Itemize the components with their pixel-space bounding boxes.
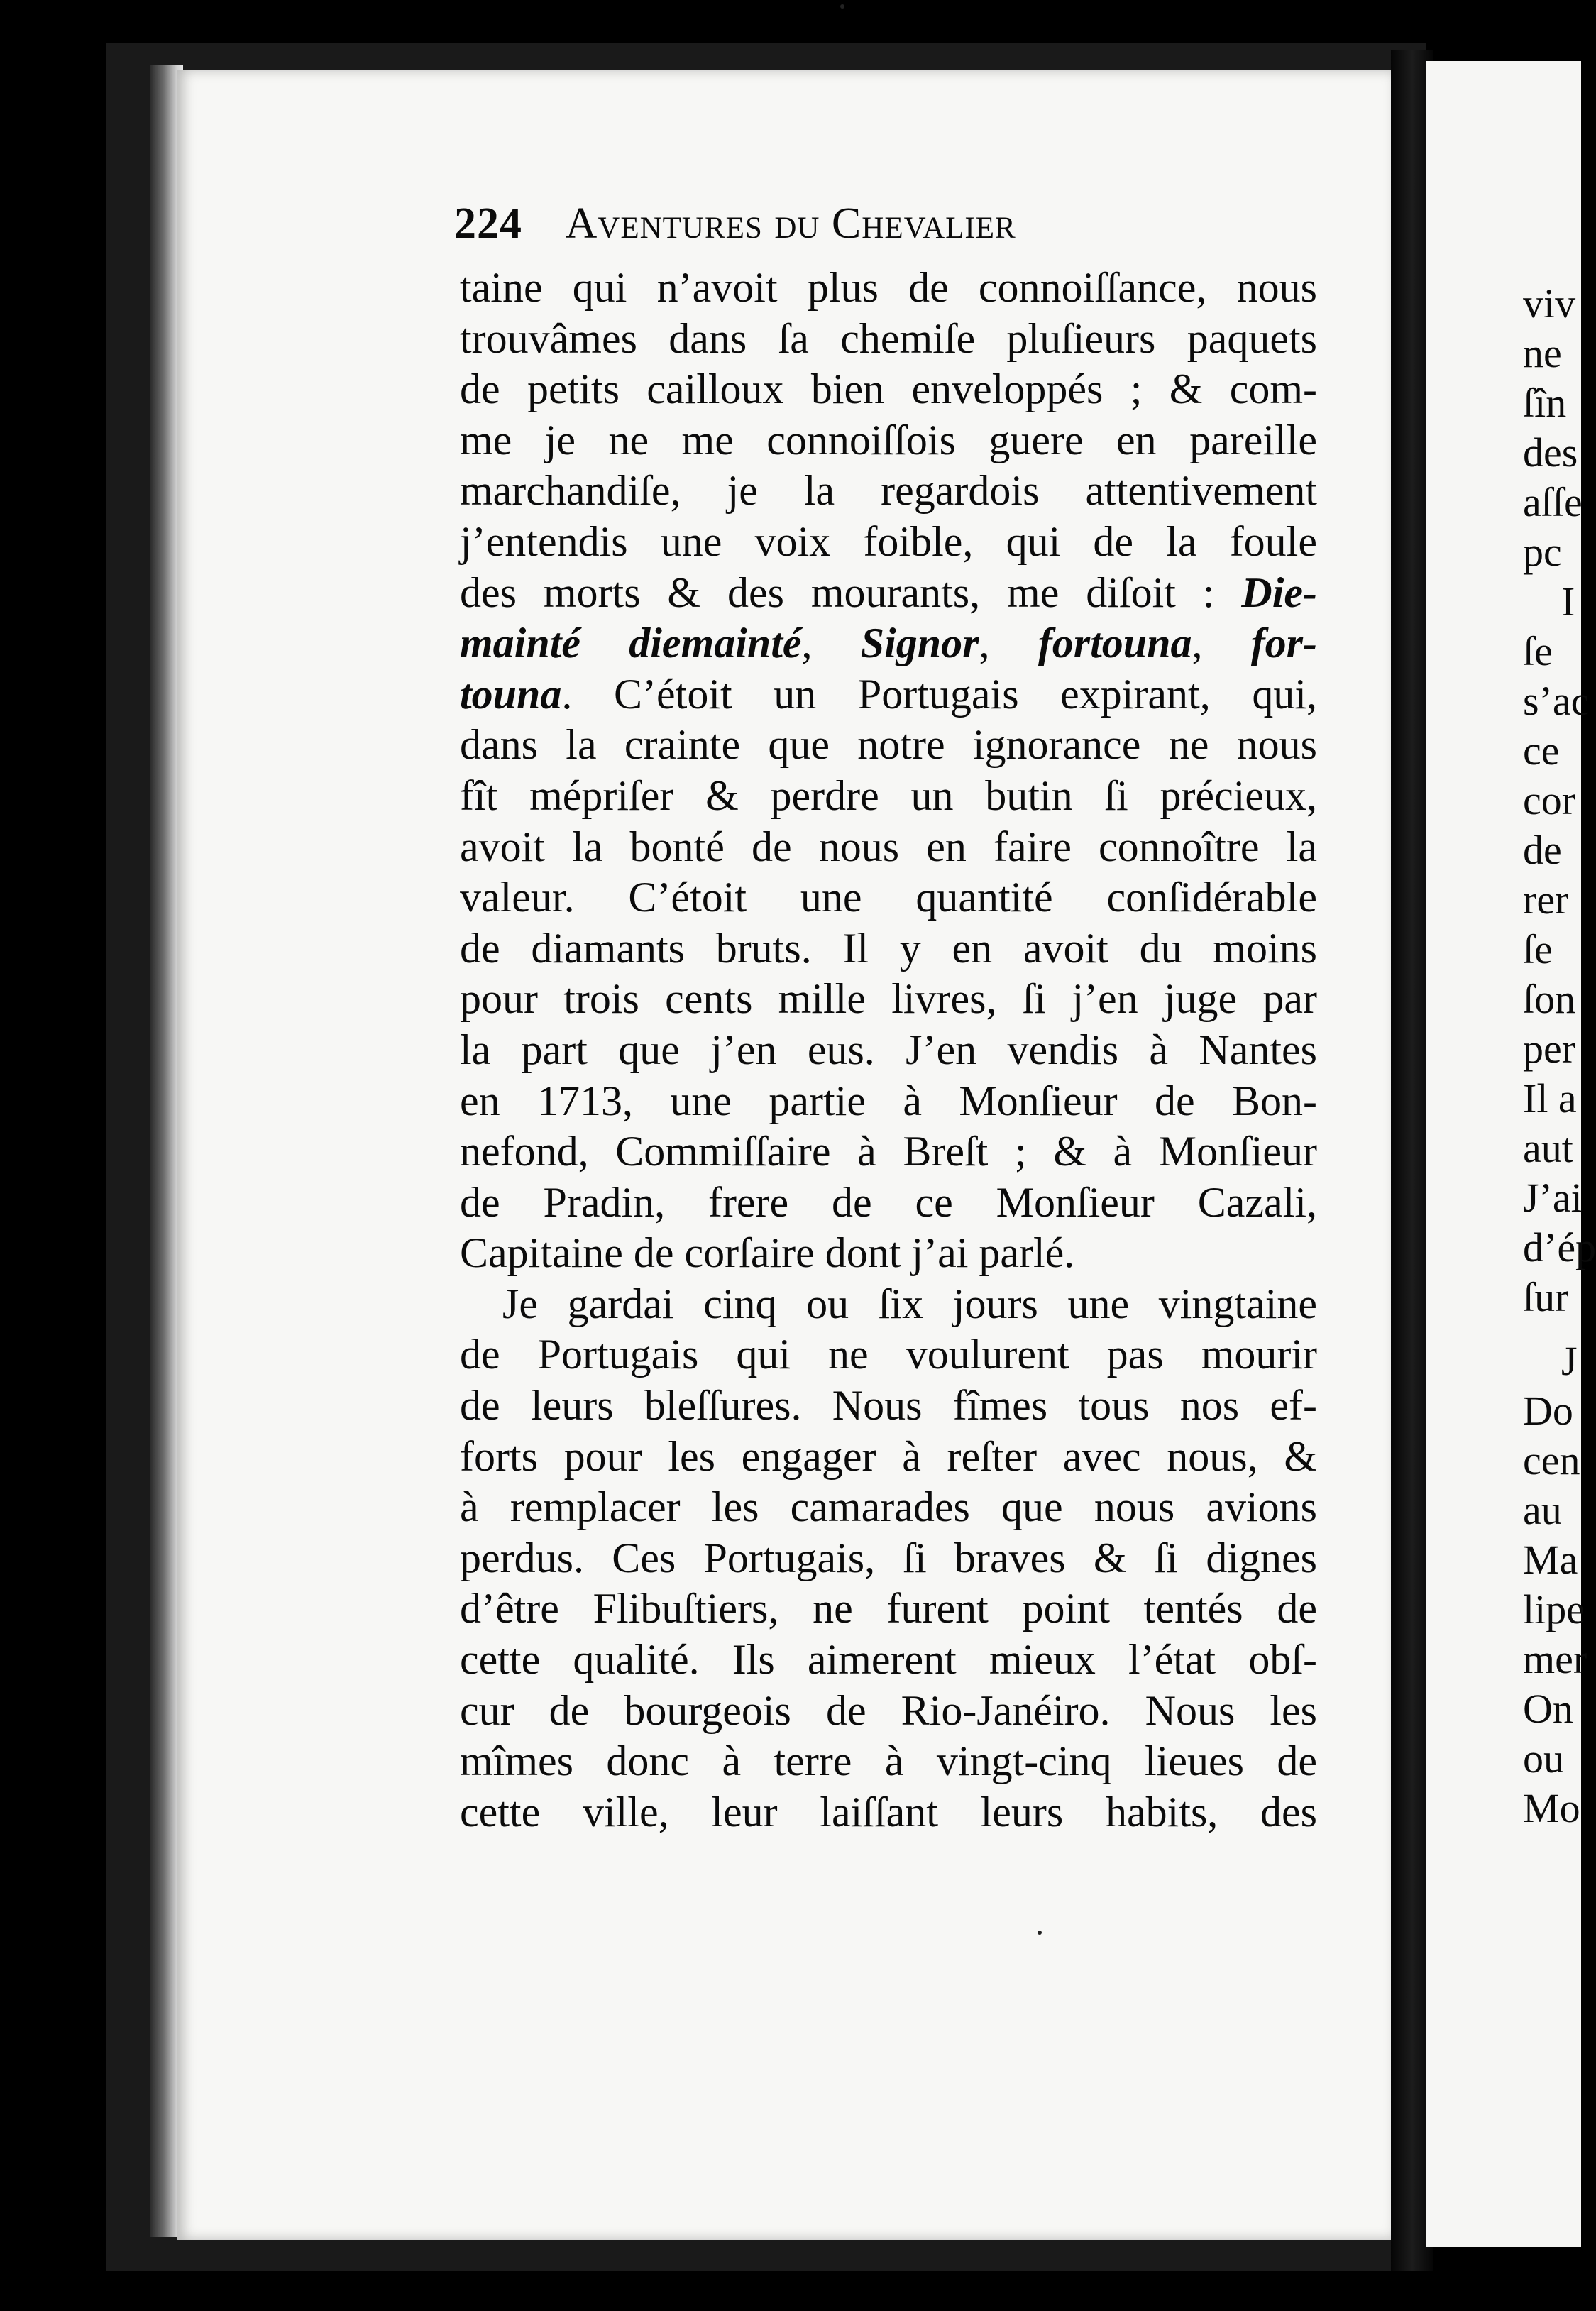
text-line (460, 822, 1317, 873)
text-line (460, 872, 1317, 923)
scan-speck (1038, 1931, 1042, 1935)
running-title: Aventures du Chevalier (565, 199, 1016, 248)
text-run: forts pour les engager à reſter avec nous, & (460, 1432, 1317, 1480)
text-line (460, 974, 1317, 1025)
text-run: , (979, 620, 1038, 667)
text-line (460, 771, 1317, 822)
text-line (460, 517, 1317, 568)
facing-line-start: Do (1523, 1388, 1573, 1434)
text-run: avoit la bonté de nous en faire connoître la (460, 823, 1317, 870)
text-line (460, 1380, 1317, 1432)
facing-line-start: ſîn (1523, 380, 1567, 426)
text-line (460, 1736, 1317, 1787)
facing-line-start: aſſe (1523, 479, 1583, 525)
text-run: de Portugais qui ne voulurent pas mourir (460, 1331, 1317, 1378)
text-run: perdus. Ces Portugais, ſi braves & ſi dignes (460, 1534, 1317, 1581)
text-run: Capitaine de corſaire dont j’ai parlé. (460, 1229, 1075, 1277)
text-run: cur de bourgeois de Rio-Janéiro. Nous les (460, 1686, 1317, 1734)
text-line (460, 466, 1317, 517)
facing-line-start: ſur (1523, 1274, 1569, 1320)
text-line (460, 314, 1317, 365)
text-run: cette qualité. Ils aimerent mieux l’état obſ- (460, 1636, 1317, 1684)
italic-text: Signor (860, 620, 979, 667)
text-line (460, 1178, 1317, 1229)
text-run: de petits cailloux bien enveloppés ; & com- (460, 366, 1317, 413)
text-run: pour trois cents mille livres, ſi j’en juge par (460, 975, 1317, 1023)
text-line (460, 1126, 1317, 1178)
facing-line-start: J’ai (1523, 1175, 1583, 1221)
running-head (454, 199, 1171, 256)
text-line (460, 669, 1317, 720)
text-line (460, 923, 1317, 975)
facing-line-start: Il a (1523, 1075, 1577, 1121)
text-run: de Pradin, frere de ce Monſieur Cazali, (460, 1178, 1317, 1226)
text-run: me je ne me connoiſſois guere en pareille (460, 416, 1317, 463)
facing-line-start: de (1523, 827, 1562, 873)
facing-line-start: I (1561, 578, 1575, 625)
facing-line-start: aut (1523, 1125, 1573, 1171)
text-run: nefond, Commiſſaire à Breſt ; & à Monſieur (460, 1128, 1317, 1175)
text-line (460, 1533, 1317, 1584)
text-run: fît mépriſer & perdre un butin ſi précieux, (460, 772, 1317, 819)
text-line (460, 1787, 1317, 1838)
facing-line-start: cor (1523, 777, 1576, 823)
facing-line-start: s’ac (1523, 678, 1590, 724)
text-run: Je gardai cinq ou ſix jours une vingtaine (502, 1280, 1317, 1327)
italic-text: for- (1250, 620, 1318, 667)
italic-text: mainté diemainté (460, 620, 802, 667)
text-line (460, 1635, 1317, 1686)
text-line (460, 1279, 1317, 1330)
facing-line-start: Mo (1523, 1785, 1580, 1831)
facing-line-start: rer (1523, 877, 1569, 923)
text-line (460, 618, 1317, 669)
text-run: des morts & des mourants, me diſoit : (460, 569, 1242, 616)
text-line (460, 720, 1317, 771)
facing-line-start: ſe (1523, 628, 1553, 674)
facing-line-start: ſe (1523, 926, 1553, 972)
facing-line-start: ce (1523, 728, 1560, 774)
text-run: , (1192, 620, 1251, 667)
scan-speck (840, 4, 844, 9)
text-line (460, 364, 1317, 415)
facing-line-start: d’ép (1523, 1224, 1596, 1270)
text-run: dans la crainte que notre ignorance ne nous (460, 721, 1317, 769)
text-run: à remplacer les camarades que nous avions (460, 1483, 1317, 1531)
text-line (460, 1482, 1317, 1533)
facing-line-start: pc (1523, 529, 1562, 575)
facing-line-start: On (1523, 1686, 1573, 1732)
text-run: de leurs bleſſures. Nous fîmes tous nos ef- (460, 1382, 1317, 1429)
text-line (460, 1686, 1317, 1737)
italic-text: Die- (1241, 569, 1317, 616)
text-line (460, 1228, 1317, 1279)
text-line (460, 415, 1317, 466)
text-run: marchandiſe, je la regardois attentivement (460, 467, 1317, 515)
facing-line-start: lipe (1523, 1586, 1585, 1632)
text-run: en 1713, une partie à Monſieur de Bon- (460, 1077, 1317, 1124)
facing-line-start: ſon (1523, 976, 1576, 1022)
text-run: , (801, 620, 861, 667)
text-run: la part que j’en eus. J’en vendis à Nantes (460, 1026, 1317, 1073)
facing-line-start: J (1561, 1338, 1578, 1384)
text-line (460, 1329, 1317, 1380)
facing-line-start: cen (1523, 1437, 1580, 1483)
text-line (460, 568, 1317, 619)
text-run: mîmes donc à terre à vingt-cinq lieues de (460, 1738, 1317, 1785)
facing-line-start: Ma (1523, 1537, 1578, 1583)
text-run: d’être Flibuſtiers, ne furent point tentés de (460, 1585, 1317, 1632)
text-line (460, 263, 1317, 314)
facing-line-start: mer (1523, 1636, 1587, 1682)
text-line (460, 1076, 1317, 1127)
page-number: 224 (454, 199, 522, 248)
text-line (460, 1432, 1317, 1483)
italic-text: fortouna (1038, 620, 1192, 667)
text-line (460, 1025, 1317, 1076)
facing-line-start: ou (1523, 1735, 1564, 1782)
text-line (460, 1583, 1317, 1635)
text-run: de diamants bruts. Il y en avoit du moins (460, 924, 1317, 972)
text-run: cette ville, leur laiſſant leurs habits, des (460, 1788, 1317, 1835)
facing-line-start: viv (1523, 280, 1576, 326)
body-text (460, 263, 1317, 1838)
text-run: valeur. C’étoit une quantité conſidérable (460, 874, 1317, 921)
text-run: . C’étoit un Portugais expirant, qui, (561, 670, 1317, 718)
facing-line-start: au (1523, 1487, 1562, 1533)
facing-line-start: per (1523, 1026, 1576, 1072)
facing-line-start: ne (1523, 330, 1562, 376)
text-run: j’entendis une voix foible, qui de la foule (460, 517, 1317, 565)
text-run: trouvâmes dans ſa chemiſe pluſieurs paquets (460, 314, 1317, 362)
facing-line-start: des (1523, 429, 1578, 476)
text-run: taine qui n’avoit plus de connoiſſance, nous (460, 264, 1317, 311)
italic-text: touna (460, 670, 562, 718)
